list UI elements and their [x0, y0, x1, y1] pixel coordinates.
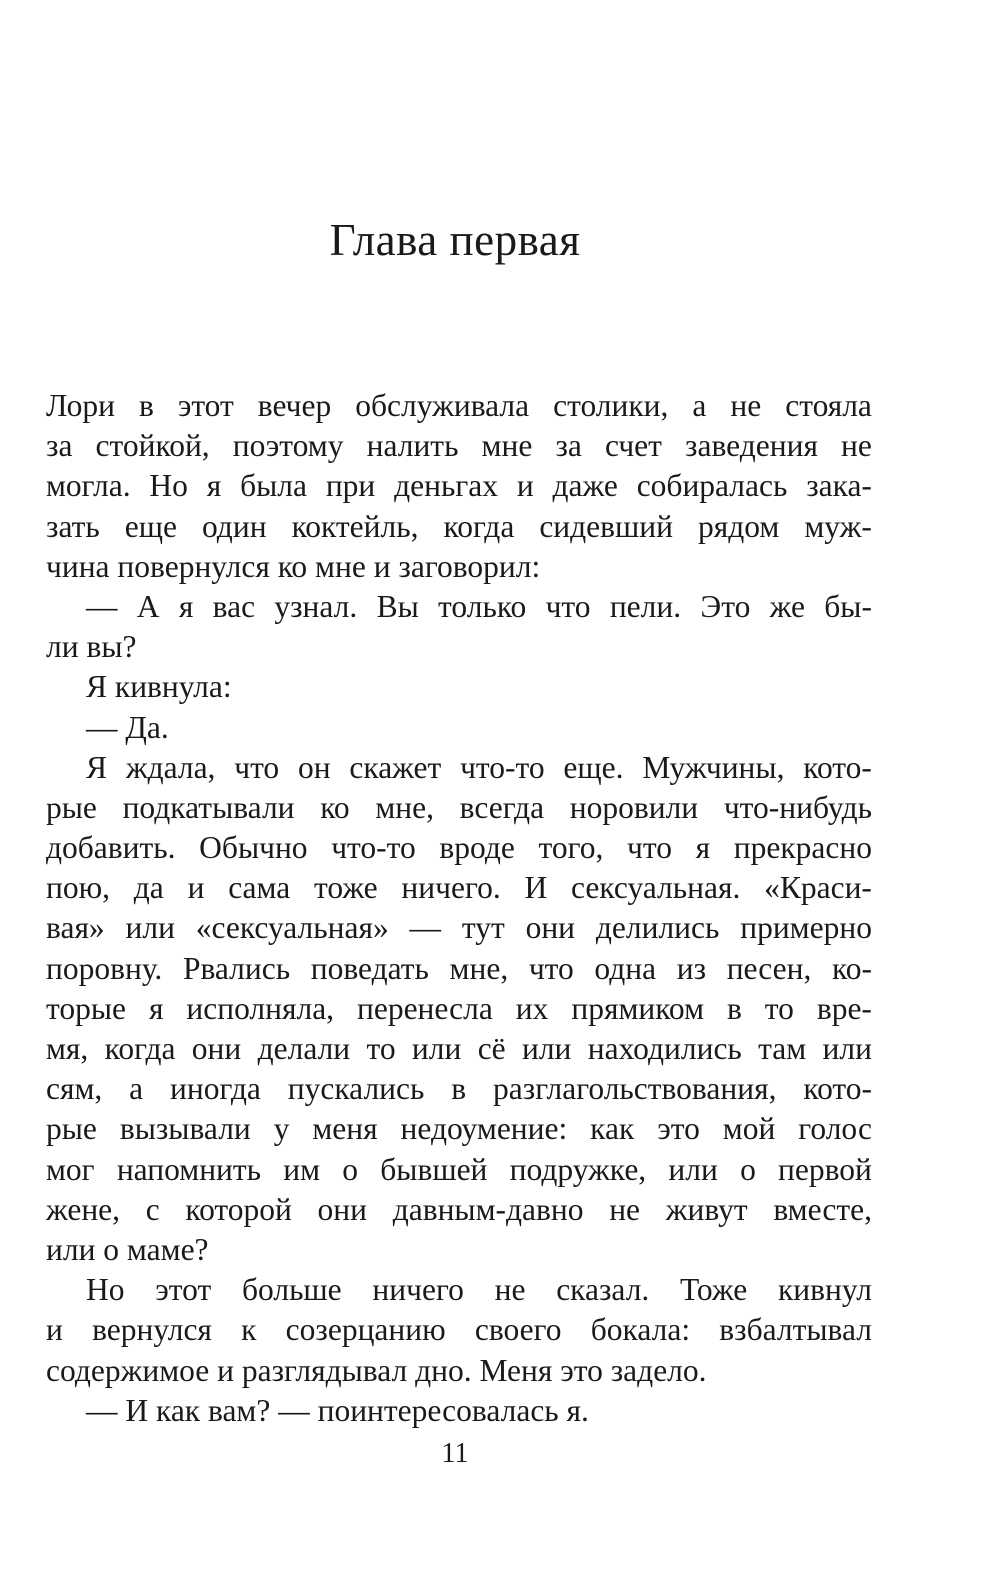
- text-line: пою, да и сама тоже ничего. И сексуальная. «Краси-: [46, 870, 872, 906]
- text-line: Но этот больше ничего не сказал. Тоже кивнул: [86, 1272, 872, 1308]
- text-line: добавить. Обычно что-то вроде того, что я прекрасно: [46, 830, 872, 866]
- text-line: Я ждала, что он скажет что-то еще. Мужчины, кото-: [86, 749, 872, 785]
- text-line: торые я исполняла, перенесла их прямиком в то вре-: [46, 990, 872, 1026]
- text-line: мог напомнить им о бывшей подружке, или о первой: [46, 1151, 872, 1187]
- text-line: жене, с которой они давным-давно не живут вместе,: [46, 1191, 872, 1227]
- text-line: мя, когда они делали то или сё или находились там или: [46, 1031, 872, 1066]
- text-line: поровну. Рвались поведать мне, что одна из песен, ко-: [46, 950, 872, 986]
- text-line: за стойкой, поэтому налить мне за счет заведения не: [46, 428, 872, 464]
- text-line: Лори в этот вечер обслуживала столики, а не стояла: [46, 388, 872, 423]
- text-line: Я кивнула:: [86, 669, 232, 705]
- chapter-title: Глава первая: [329, 215, 581, 265]
- page-number: 11: [441, 1438, 469, 1469]
- text-line: рые вызывали у меня недоумение: как это мой голос: [46, 1111, 872, 1147]
- text-line: — Да.: [86, 709, 169, 745]
- text-line: и вернулся к созерцанию своего бокала: взбалтывал: [46, 1312, 872, 1348]
- text-line: или о маме?: [46, 1231, 209, 1267]
- body-text: [46, 386, 872, 1431]
- text-line: сям, а иногда пускались в разглагольствования, кото-: [46, 1071, 872, 1107]
- text-line: вая» или «сексуальная» — тут они делились примерно: [46, 910, 872, 946]
- text-line: могла. Но я была при деньгах и даже собиралась зака-: [46, 468, 872, 504]
- text-line: рые подкатывали ко мне, всегда норовили что-нибудь: [46, 789, 872, 825]
- text-line: чина повернулся ко мне и заговорил:: [46, 548, 541, 584]
- text-line: — И как вам? — поинтересовалась я.: [86, 1392, 589, 1428]
- text-line: — А я вас узнал. Вы только что пели. Это же бы-: [86, 588, 872, 624]
- text-line: ли вы?: [46, 629, 137, 665]
- text-line: зать еще один коктейль, когда сидевший рядом муж-: [46, 508, 872, 544]
- text-line: содержимое и разглядывал дно. Меня это задело.: [46, 1352, 707, 1388]
